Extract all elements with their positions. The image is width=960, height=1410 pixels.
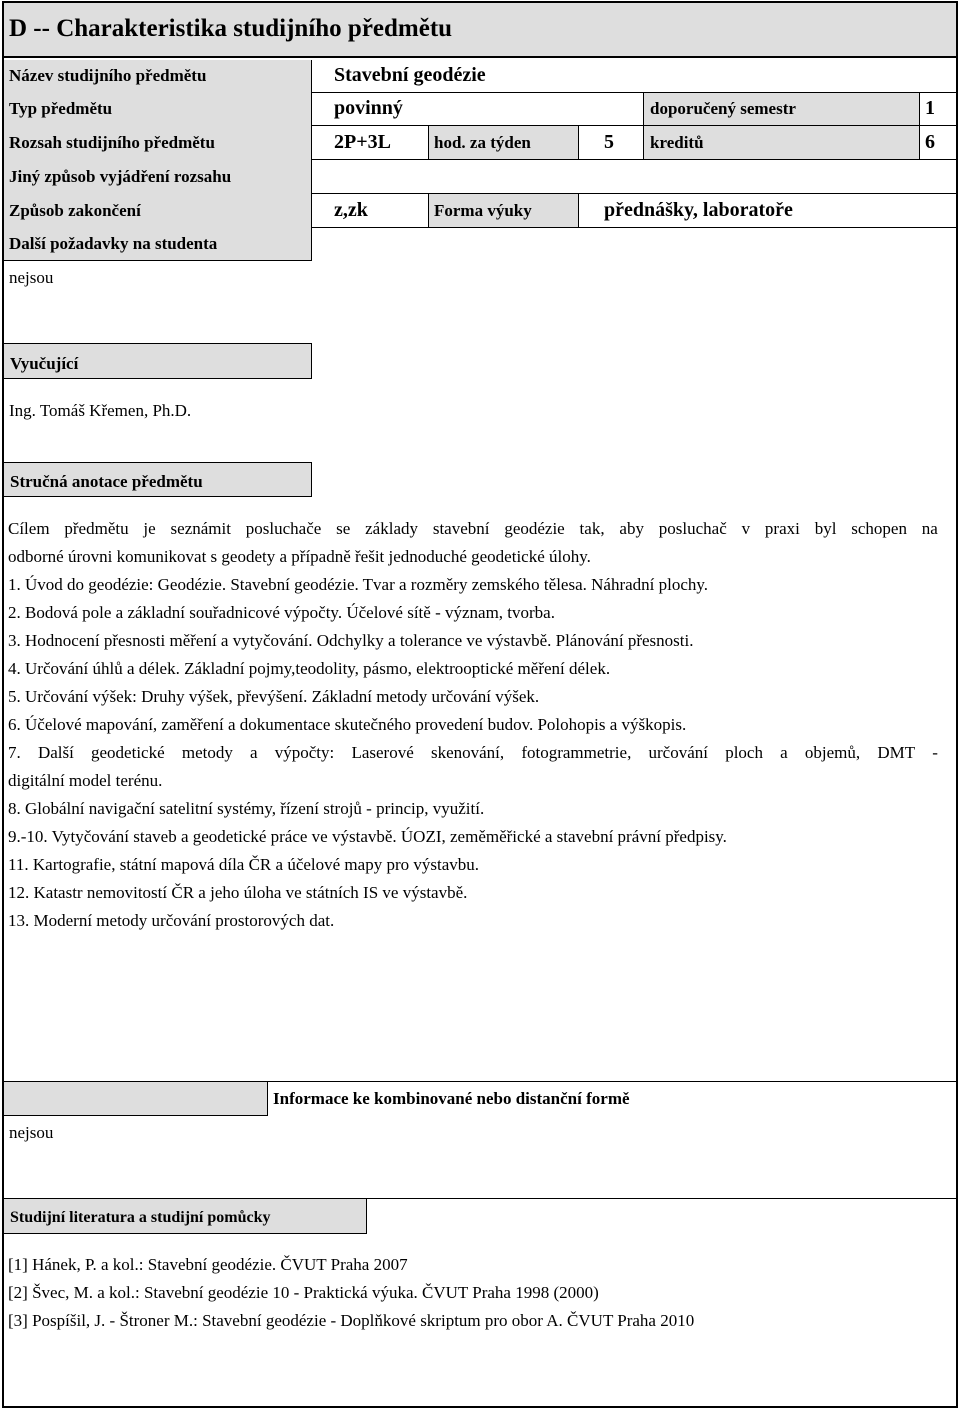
vyucujici-header: [4, 343, 312, 379]
anotace-item: 6. Účelové mapování, zaměření a dokumentace skutečného provedení budov. Polohopis a výškopis.: [8, 715, 687, 734]
word: základy: [365, 519, 418, 538]
word: -: [932, 743, 938, 762]
word: geodetické: [91, 743, 165, 762]
word: posluchač: [658, 519, 727, 538]
nazev-label: Název studijního předmětu: [9, 66, 207, 85]
anotace-item7-line2: digitální model terénu.: [8, 771, 163, 790]
word: seznámit: [170, 519, 231, 538]
word: a: [250, 743, 258, 762]
col-divider: [311, 60, 312, 261]
anotace-item: 9.-10. Vytyčování staveb a geodetické práce ve výstavbě. ÚOZI, zeměměřické a stavební právní předpisy.: [8, 827, 727, 846]
semestr-label: doporučený semestr: [650, 99, 796, 118]
kredity-label: kreditů: [650, 133, 704, 152]
word: Laserové: [351, 743, 414, 762]
anotace-item: 1. Úvod do geodézie: Geodézie. Stavební geodézie. Tvar a rozměry zemského tělesa. Náhradní plochy.: [8, 575, 709, 594]
zpusob-label: Způsob zakončení: [9, 201, 141, 220]
dalsi-value: nejsou: [9, 268, 54, 287]
word: schopen: [851, 519, 907, 538]
word: výpočty:: [274, 743, 335, 762]
kombinovana-left-bg: [4, 1081, 267, 1116]
forma-value: přednášky, laboratoře: [604, 199, 793, 221]
page-title: D -- Charakteristika studijního předmětu: [9, 15, 453, 42]
word: praxi: [764, 519, 800, 538]
hod-label: hod. za týden: [434, 133, 531, 152]
typ-label: Typ předmětu: [9, 99, 113, 118]
hod-value: 5: [604, 131, 614, 153]
semestr-value: 1: [925, 97, 935, 119]
jiny-label: Jiný způsob vyjádření rozsahu: [9, 167, 232, 186]
row-divider: [4, 260, 312, 261]
word: aby: [619, 519, 644, 538]
label-column-bg: [4, 60, 311, 261]
kombinovana-value: nejsou: [9, 1123, 54, 1142]
word: tak,: [579, 519, 605, 538]
word: DMT: [877, 743, 916, 762]
word: byl: [814, 519, 837, 538]
zpusob-value: z,zk: [334, 199, 368, 221]
word: je: [143, 519, 156, 538]
anotace-item: 12. Katastr nemovitostí ČR a jeho úloha ve státních IS ve výstavbě.: [8, 883, 468, 902]
word: předmětu: [64, 519, 129, 538]
word: ploch: [725, 743, 763, 762]
anotace-header: [4, 462, 312, 497]
word: objemů,: [804, 743, 861, 762]
word: skenování,: [430, 743, 505, 762]
anotace-item: 4. Určování úhlů a délek. Základní pojmy,teodolity, pásmo, elektrooptické měření délek.: [8, 659, 611, 678]
nazev-value: Stavební geodézie: [334, 64, 486, 86]
kredity-value: 6: [925, 131, 935, 153]
word: se: [336, 519, 351, 538]
word: na: [921, 519, 938, 538]
anotace-item: 2. Bodová pole a základní souřadnicové výpočty. Účelové sítě - význam, tvorba.: [8, 603, 555, 622]
word: geodézie: [504, 519, 565, 538]
word: stavební: [432, 519, 490, 538]
rozsah-value: 2P+3L: [334, 131, 391, 153]
word: 7.: [8, 743, 21, 762]
word: posluchače: [245, 519, 322, 538]
anotace-item: 3. Hodnocení přesnosti měření a vytyčování. Odchylky a tolerance ve výstavbě. Plánování přesnosti.: [8, 631, 694, 650]
anotace-intro-line2: odborné úrovni komunikovat s geodety a případně řešit jednoduché geodetické úlohy.: [8, 547, 591, 566]
word: fotogrammetrie,: [521, 743, 632, 762]
word: v: [741, 519, 751, 538]
anotace-item7-line1: [8, 744, 938, 761]
anotace-label: Stručná anotace předmětu: [10, 472, 203, 491]
rozsah-label: Rozsah studijního předmětu: [9, 133, 215, 152]
kombinovana-label: Informace ke kombinované nebo distanční formě: [273, 1089, 630, 1108]
literatura-label: Studijní literatura a studijní pomůcky: [10, 1209, 271, 1226]
word: metody: [181, 743, 233, 762]
word: a: [780, 743, 788, 762]
word: určování: [648, 743, 708, 762]
anotace-item: 13. Moderní metody určování prostorových dat.: [8, 911, 335, 930]
dalsi-label: Další požadavky na studenta: [9, 234, 218, 253]
anotace-intro-line1: [8, 520, 938, 537]
anotace-item: 11. Kartografie, státní mapová díla ČR a účelové mapy pro výstavbu.: [8, 855, 479, 874]
forma-label: Forma výuky: [434, 201, 532, 220]
vyucujici-label: Vyučující: [10, 354, 79, 373]
vyucujici-value: Ing. Tomáš Křemen, Ph.D.: [9, 401, 192, 420]
word: Cílem: [8, 519, 50, 538]
literatura-header: [4, 1198, 367, 1234]
typ-value: povinný: [334, 97, 403, 119]
literatura-item: [3] Pospíšil, J. - Štroner M.: Stavební geodézie - Doplňkové skriptum pro obor A. ČVUT Praha 2010: [8, 1311, 695, 1330]
anotace-item: 8. Globální navigační satelitní systémy, řízení strojů - princip, využití.: [8, 799, 485, 818]
anotace-item: 5. Určování výšek: Druhy výšek, převýšení. Základní metody určování výšek.: [8, 687, 540, 706]
literatura-item: [2] Švec, M. a kol.: Stavební geodézie 10 - Praktická výuka. ČVUT Praha 1998 (2000): [8, 1283, 599, 1302]
literatura-item: [1] Hánek, P. a kol.: Stavební geodézie. ČVUT Praha 2007: [8, 1255, 408, 1274]
word: Další: [37, 743, 74, 762]
